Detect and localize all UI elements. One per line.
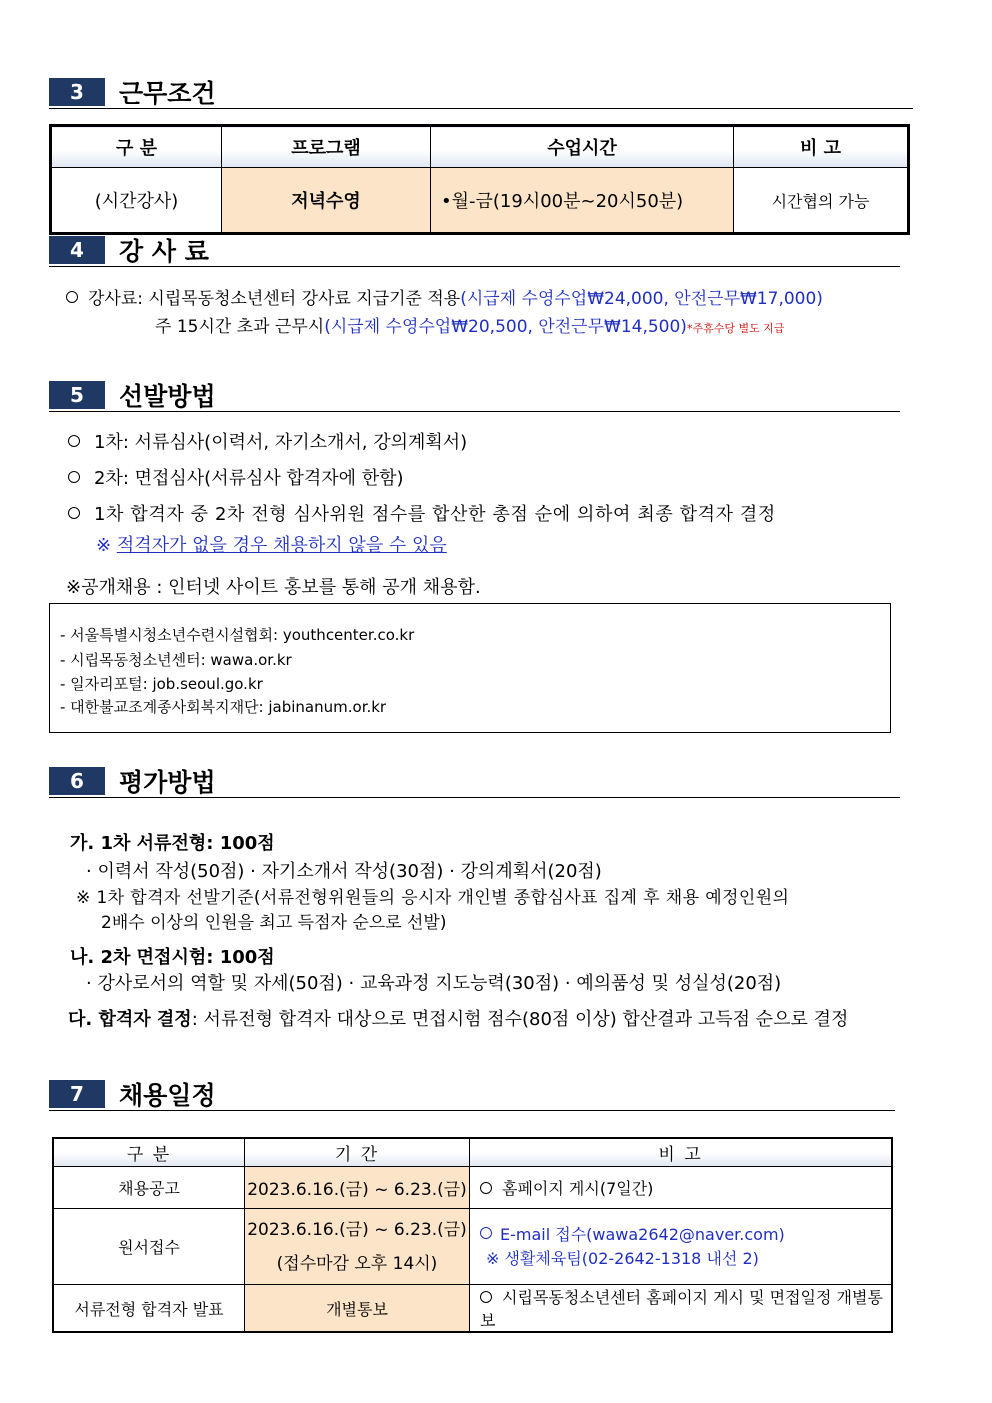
- recruit-sites-box: [49, 603, 891, 733]
- eval-c-text: : 서류전형 합격자 대상으로 면접시험 점수(80점 이상) 합산결과 고득점 순으로 결정: [191, 1009, 849, 1030]
- cell-period: 2023.6.16.(금) ~ 6.23.(금): [245, 1167, 470, 1209]
- circle-bullet-icon: [66, 291, 78, 303]
- circle-bullet-icon: [68, 507, 80, 519]
- section-title: 선발방법: [119, 382, 216, 411]
- cell-program: 저녁수영: [222, 168, 431, 234]
- public-recruit-text: ※공개채용 : 인터넷 사이트 홍보를 통해 공개 채용함.: [66, 577, 481, 598]
- period-text: 2023.6.16.(금) ~ 6.23.(금): [247, 1219, 467, 1240]
- table-row: [53, 1167, 892, 1209]
- note-text: 적격자가 없을 경우 채용하지 않을 수 있음: [116, 535, 447, 556]
- section-rule: [49, 797, 900, 798]
- section-number: 3: [49, 78, 105, 106]
- list-item: [68, 464, 404, 490]
- table-row: [53, 1285, 892, 1333]
- list-item: - 일자리포털: job.seoul.go.kr: [60, 675, 263, 693]
- table-header: 프로그램: [222, 126, 431, 168]
- note-email: E-mail 접수(wawa2642@naver.com): [500, 1224, 785, 1244]
- note-mark: ※: [96, 535, 112, 556]
- section-title: 강 사 료: [119, 237, 209, 266]
- circle-bullet-icon: [480, 1182, 492, 1194]
- table-header: 비 고: [470, 1138, 893, 1167]
- list-item: [68, 428, 467, 454]
- fee-footnote: *주휴수당 별도 지급: [686, 322, 785, 335]
- cell-note: [470, 1209, 893, 1285]
- list-item: [68, 500, 776, 526]
- table-row: [53, 1209, 892, 1285]
- note-text: 시립목동청소년센터 홈페이지 게시 및 면접일정 개별통보: [480, 1288, 883, 1330]
- section-number: 6: [49, 767, 105, 795]
- fee-rate: (시급제 수영수업₩24,000, 안전근무₩17,000): [460, 289, 823, 309]
- section-number: 5: [49, 381, 105, 409]
- cell-label: 원서접수: [53, 1209, 245, 1285]
- section-title: 근무조건: [119, 79, 216, 108]
- section-number: 7: [49, 1080, 105, 1108]
- eval-c-line: [68, 1005, 848, 1031]
- section-number: 4: [49, 236, 105, 264]
- list-item-text: 2차: 면접심사(서류심사 합격자에 한함): [94, 468, 404, 489]
- circle-bullet-icon: [480, 1291, 492, 1303]
- list-item-text: 1차: 서류심사(이력서, 자기소개서, 강의계획서): [94, 432, 468, 453]
- fee-text: 강사료: 시립목동청소년센터 강사료 지급기준 적용: [88, 289, 461, 309]
- fee-line-2: [155, 312, 784, 337]
- cell-note: [470, 1285, 893, 1333]
- section-title: 채용일정: [119, 1081, 216, 1110]
- cell-period: [245, 1209, 470, 1285]
- cell-note: [470, 1167, 893, 1209]
- period-deadline: (접수마감 오후 14시): [276, 1253, 438, 1274]
- cell-period: 개별통보: [245, 1285, 470, 1333]
- eval-c-title: 다. 합격자 결정: [68, 1009, 192, 1030]
- circle-bullet-icon: [68, 435, 80, 447]
- list-item: - 시립목동청소년센터: wawa.or.kr: [60, 651, 292, 669]
- section-title: 평가방법: [119, 768, 216, 797]
- section-rule: [49, 411, 900, 412]
- list-item: - 대한불교조계종사회복지재단: jabinanum.or.kr: [60, 698, 387, 716]
- cell-note: 시간협의 가능: [734, 168, 909, 234]
- table-header: 수업시간: [431, 126, 734, 168]
- table-header: 기 간: [245, 1138, 470, 1167]
- fee-rate: (시급제 수영수업₩20,500, 안전근무₩14,500): [324, 317, 687, 337]
- circle-bullet-icon: [480, 1227, 492, 1239]
- fee-text: 주 15시간 초과 근무시: [155, 317, 325, 337]
- list-item: - 서울특별시청소년수련시설협회: youthcenter.co.kr: [60, 626, 415, 644]
- table-header: 구 분: [53, 1138, 245, 1167]
- work-conditions-table: [49, 124, 910, 235]
- table-header: 비 고: [734, 126, 909, 168]
- list-item-text: 1차 합격자 중 2차 전형 심사위원 점수를 합산한 총점 순에 의하여 최종 합격자 결정: [94, 504, 776, 525]
- section-rule: [49, 266, 900, 267]
- cell-label: 서류전형 합격자 발표: [53, 1285, 245, 1333]
- section-rule: [49, 1110, 895, 1111]
- eval-b-items: · 강사로서의 역할 및 자세(50점) · 교육과정 지도능력(30점) · 예의품성 및 성실성(20점): [86, 973, 782, 994]
- eval-b-title: 나. 2차 면접시험: 100점: [70, 947, 275, 968]
- table-header: 구 분: [51, 126, 222, 168]
- cell-label: 채용공고: [53, 1167, 245, 1209]
- section-rule: [49, 108, 913, 109]
- eval-a-note-1: ※ 1차 합격자 선발기준(서류전형위원들의 응시자 개인별 종합심사표 집계 후 채용 예정인원의: [76, 888, 790, 908]
- fee-line-1: [66, 284, 823, 309]
- note-contact: ※ 생활체육팀(02-2642-1318 내선 2): [486, 1248, 759, 1268]
- table-row: [51, 168, 909, 234]
- eval-a-note-2: 2배수 이상의 인원을 최고 득점자 순으로 선발): [101, 913, 447, 933]
- eval-a-title: 가. 1차 서류전형: 100점: [70, 833, 275, 854]
- cell-time: •월-금(19시00분~20시50분): [431, 168, 734, 234]
- selection-note: [96, 531, 447, 557]
- schedule-table: [52, 1137, 893, 1333]
- cell-type: (시간강사): [51, 168, 222, 234]
- note-text: 홈페이지 게시(7일간): [502, 1179, 654, 1198]
- circle-bullet-icon: [68, 471, 80, 483]
- eval-a-items: · 이력서 작성(50점) · 자기소개서 작성(30점) · 강의계획서(20점): [86, 861, 602, 882]
